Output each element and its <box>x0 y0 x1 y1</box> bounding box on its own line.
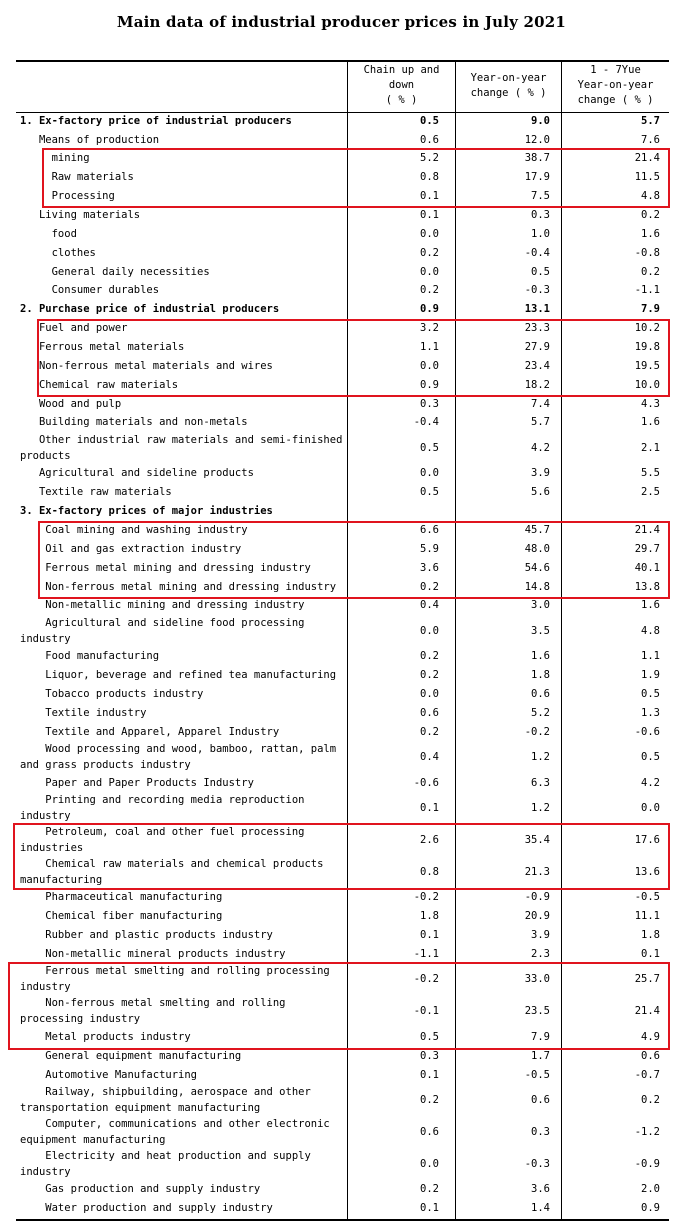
cell-ytd-yoy-change: 2.0 <box>641 1183 660 1195</box>
table-row <box>20 946 669 962</box>
row-label-line: products <box>20 450 71 462</box>
cell-chain-change: 0.4 <box>420 599 439 611</box>
cell-yoy-change: 1.8 <box>531 669 550 681</box>
cell-ytd-yoy-change: 0.0 <box>641 802 660 814</box>
cell-ytd-yoy-change: 13.8 <box>634 581 660 593</box>
table-row <box>20 396 669 412</box>
cell-yoy-change: 23.3 <box>524 322 550 334</box>
row-label-line: 3. Ex-factory prices of major industries <box>20 505 273 517</box>
cell-chain-change: 6.6 <box>420 524 439 536</box>
row-label-line: Printing and recording media reproduction <box>20 794 305 806</box>
cell-chain-change: 0.2 <box>420 284 439 296</box>
cell-ytd-yoy-change: 7.6 <box>641 134 660 146</box>
row-label-line: Living materials <box>20 209 141 221</box>
cell-yoy-change: 0.6 <box>531 688 550 700</box>
cell-yoy-change: 9.0 <box>531 115 550 127</box>
table-row <box>20 282 669 298</box>
cell-chain-change: 0.1 <box>420 929 439 941</box>
cell-chain-change: 0.5 <box>420 486 439 498</box>
table-row <box>20 927 669 943</box>
row-label-line: Metal products industry <box>20 1031 191 1043</box>
cell-chain-change: 0.2 <box>420 247 439 259</box>
table-row <box>20 648 669 664</box>
cell-chain-change: 0.3 <box>420 398 439 410</box>
cell-ytd-yoy-change: 1.8 <box>641 929 660 941</box>
cell-chain-change: 0.0 <box>420 266 439 278</box>
cell-ytd-yoy-change: 21.4 <box>634 1005 660 1017</box>
highlight-box <box>8 962 670 1050</box>
row-label-line: clothes <box>20 247 96 259</box>
cell-chain-change: 0.2 <box>420 669 439 681</box>
cell-ytd-yoy-change: 0.1 <box>641 948 660 960</box>
cell-ytd-yoy-change: 21.4 <box>634 524 660 536</box>
cell-yoy-change: 38.7 <box>524 152 550 164</box>
row-label-line: 2. Purchase price of industrial producers <box>20 303 280 315</box>
header-line: change ( % ) <box>577 94 654 106</box>
cell-yoy-change: 5.2 <box>531 707 550 719</box>
table-row <box>20 597 669 613</box>
cell-yoy-change: 1.2 <box>531 751 550 763</box>
cell-ytd-yoy-change: 0.2 <box>641 266 660 278</box>
header-line: Year-on-year <box>577 79 654 91</box>
row-label-line: Other industrial raw materials and semi-finished <box>20 434 343 446</box>
cell-chain-change: -0.4 <box>413 416 439 428</box>
row-label-line: Non-ferrous metal materials and wires <box>20 360 273 372</box>
table-row <box>20 705 669 721</box>
cell-yoy-change: 5.6 <box>531 486 550 498</box>
cell-chain-change: 0.2 <box>420 1094 439 1106</box>
cell-chain-change: 3.6 <box>420 562 439 574</box>
row-label-line: Non-ferrous metal smelting and rolling <box>20 997 286 1009</box>
cell-yoy-change: -0.2 <box>524 726 550 738</box>
cell-chain-change: 0.9 <box>420 379 439 391</box>
table-row <box>20 1084 669 1116</box>
cell-yoy-change: 3.6 <box>531 1183 550 1195</box>
cell-ytd-yoy-change: 5.7 <box>641 115 660 127</box>
row-label-line: Paper and Paper Products Industry <box>20 777 254 789</box>
table-row <box>20 1200 669 1216</box>
cell-ytd-yoy-change: 17.6 <box>634 834 660 846</box>
cell-chain-change: -0.2 <box>413 973 439 985</box>
cell-yoy-change: 3.9 <box>531 467 550 479</box>
cell-chain-change: -0.1 <box>413 1005 439 1017</box>
cell-ytd-yoy-change: 11.1 <box>634 910 660 922</box>
row-label-line: industry <box>20 633 71 645</box>
row-label-line: Chemical raw materials and chemical products <box>20 858 324 870</box>
row-label-line: Textile and Apparel, Apparel Industry <box>20 726 280 738</box>
cell-ytd-yoy-change: 4.2 <box>641 777 660 789</box>
cell-ytd-yoy-change: -0.7 <box>634 1069 660 1081</box>
cell-chain-change: 0.5 <box>420 115 439 127</box>
cell-yoy-change: 7.5 <box>531 190 550 202</box>
highlight-box <box>38 521 670 599</box>
header-ytd-yoy-change <box>562 63 669 108</box>
cell-chain-change: -0.2 <box>413 891 439 903</box>
cell-yoy-change: 17.9 <box>524 171 550 183</box>
cell-chain-change: 0.1 <box>420 802 439 814</box>
cell-yoy-change: 0.3 <box>531 209 550 221</box>
header-chain-change <box>348 63 455 108</box>
cell-ytd-yoy-change: 1.6 <box>641 228 660 240</box>
table-row <box>20 503 669 519</box>
highlight-box <box>13 823 670 890</box>
row-label-line: industries <box>20 842 84 854</box>
header-line: Year-on-year <box>470 72 547 84</box>
row-label-line: Building materials and non-metals <box>20 416 248 428</box>
row-label-line: equipment manufacturing <box>20 1134 166 1146</box>
cell-yoy-change: 21.3 <box>524 866 550 878</box>
row-label-line: Agricultural and sideline food processing <box>20 617 305 629</box>
cell-ytd-yoy-change: 4.8 <box>641 190 660 202</box>
row-label-line: Tobacco products industry <box>20 688 204 700</box>
table-row <box>20 226 669 242</box>
row-label-line: Fuel and power <box>20 322 128 334</box>
cell-chain-change: 0.5 <box>420 442 439 454</box>
table-row <box>20 1067 669 1083</box>
cell-chain-change: 0.5 <box>420 1031 439 1043</box>
header-line: Chain up and <box>363 64 440 76</box>
cell-yoy-change: 3.5 <box>531 625 550 637</box>
table-bottom-rule <box>16 1219 669 1221</box>
row-label-line: Petroleum, coal and other fuel processing <box>20 826 305 838</box>
cell-chain-change: 0.8 <box>420 171 439 183</box>
cell-yoy-change: 4.2 <box>531 442 550 454</box>
row-label-line: General daily necessities <box>20 266 210 278</box>
cell-yoy-change: 3.0 <box>531 599 550 611</box>
row-label-line: Chemical raw materials <box>20 379 179 391</box>
cell-chain-change: 0.2 <box>420 581 439 593</box>
row-label-line: industry <box>20 981 71 993</box>
cell-yoy-change: -0.5 <box>524 1069 550 1081</box>
table-row <box>20 615 669 647</box>
table-row <box>20 1116 669 1148</box>
cell-yoy-change: 27.9 <box>524 341 550 353</box>
row-label-line: Textile raw materials <box>20 486 172 498</box>
cell-chain-change: 1.8 <box>420 910 439 922</box>
cell-chain-change: 5.9 <box>420 543 439 555</box>
table-row <box>20 889 669 905</box>
cell-chain-change: 3.2 <box>420 322 439 334</box>
row-label-line: Gas production and supply industry <box>20 1183 261 1195</box>
cell-yoy-change: 13.1 <box>524 303 550 315</box>
cell-yoy-change: 33.0 <box>524 973 550 985</box>
cell-yoy-change: 1.0 <box>531 228 550 240</box>
highlight-box <box>37 319 670 397</box>
cell-ytd-yoy-change: 1.1 <box>641 650 660 662</box>
row-label-line: Rubber and plastic products industry <box>20 929 273 941</box>
cell-ytd-yoy-change: 10.2 <box>634 322 660 334</box>
cell-yoy-change: 0.3 <box>531 1126 550 1138</box>
row-label-line: Liquor, beverage and refined tea manufacturing <box>20 669 337 681</box>
cell-ytd-yoy-change: 13.6 <box>634 866 660 878</box>
cell-ytd-yoy-change: 4.8 <box>641 625 660 637</box>
cell-yoy-change: -0.4 <box>524 247 550 259</box>
row-label-line: Raw materials <box>20 171 134 183</box>
cell-yoy-change: 0.6 <box>531 1094 550 1106</box>
cell-ytd-yoy-change: 1.6 <box>641 416 660 428</box>
row-label-line: Pharmaceutical manufacturing <box>20 891 223 903</box>
cell-chain-change: 0.0 <box>420 1158 439 1170</box>
table-row <box>20 686 669 702</box>
cell-ytd-yoy-change: 7.9 <box>641 303 660 315</box>
row-label-line: Textile industry <box>20 707 147 719</box>
row-label-line: Wood processing and wood, bamboo, rattan, palm <box>20 743 337 755</box>
cell-chain-change: 0.1 <box>420 1202 439 1214</box>
cell-chain-change: 0.6 <box>420 1126 439 1138</box>
cell-ytd-yoy-change: 2.5 <box>641 486 660 498</box>
row-label-line: and grass products industry <box>20 759 191 771</box>
cell-ytd-yoy-change: 0.6 <box>641 1050 660 1062</box>
cell-chain-change: 0.6 <box>420 134 439 146</box>
row-label-line: transportation equipment manufacturing <box>20 1102 261 1114</box>
cell-chain-change: 0.1 <box>420 190 439 202</box>
row-label-line: mining <box>20 152 90 164</box>
row-label-line: General equipment manufacturing <box>20 1050 242 1062</box>
table-row <box>20 432 669 464</box>
cell-yoy-change: 54.6 <box>524 562 550 574</box>
cell-yoy-change: 35.4 <box>524 834 550 846</box>
row-label-line: Water production and supply industry <box>20 1202 273 1214</box>
cell-chain-change: 0.1 <box>420 1069 439 1081</box>
table-row <box>20 414 669 430</box>
cell-ytd-yoy-change: -1.2 <box>634 1126 660 1138</box>
cell-ytd-yoy-change: -0.5 <box>634 891 660 903</box>
cell-chain-change: 0.4 <box>420 751 439 763</box>
cell-ytd-yoy-change: 25.7 <box>634 973 660 985</box>
cell-yoy-change: 23.4 <box>524 360 550 372</box>
table-row <box>20 245 669 261</box>
row-label-line: Ferrous metal mining and dressing industry <box>20 562 311 574</box>
table-row <box>20 741 669 773</box>
row-label-line: Non-metallic mining and dressing industry <box>20 599 305 611</box>
cell-chain-change: 0.8 <box>420 866 439 878</box>
cell-ytd-yoy-change: 4.3 <box>641 398 660 410</box>
cell-chain-change: 0.2 <box>420 650 439 662</box>
header-yoy-change <box>456 71 561 101</box>
cell-ytd-yoy-change: 1.6 <box>641 599 660 611</box>
header-line: change ( % ) <box>470 87 547 99</box>
cell-yoy-change: 14.8 <box>524 581 550 593</box>
cell-chain-change: 0.0 <box>420 228 439 240</box>
row-label-line: Coal mining and washing industry <box>20 524 248 536</box>
cell-yoy-change: 0.5 <box>531 266 550 278</box>
cell-chain-change: 0.2 <box>420 1183 439 1195</box>
cell-ytd-yoy-change: 4.9 <box>641 1031 660 1043</box>
row-label-line: industry <box>20 1166 71 1178</box>
table-top-rule <box>16 60 669 62</box>
cell-yoy-change: -0.3 <box>524 1158 550 1170</box>
row-label-line: Chemical fiber manufacturing <box>20 910 223 922</box>
cell-ytd-yoy-change: -0.9 <box>634 1158 660 1170</box>
row-label-line: Ferrous metal materials <box>20 341 185 353</box>
cell-chain-change: -1.1 <box>413 948 439 960</box>
cell-ytd-yoy-change: 21.4 <box>634 152 660 164</box>
cell-ytd-yoy-change: 0.5 <box>641 688 660 700</box>
cell-ytd-yoy-change: 40.1 <box>634 562 660 574</box>
cell-ytd-yoy-change: -0.8 <box>634 247 660 259</box>
row-label-line: Oil and gas extraction industry <box>20 543 242 555</box>
row-label <box>20 503 345 519</box>
cell-chain-change: -0.6 <box>413 777 439 789</box>
cell-ytd-yoy-change: 10.0 <box>634 379 660 391</box>
table-row <box>20 264 669 280</box>
row-label-line: Electricity and heat production and supply <box>20 1150 311 1162</box>
cell-yoy-change: 45.7 <box>524 524 550 536</box>
cell-chain-change: 5.2 <box>420 152 439 164</box>
row-label-line: Railway, shipbuilding, aerospace and other <box>20 1086 311 1098</box>
table-row <box>20 724 669 740</box>
cell-ytd-yoy-change: 29.7 <box>634 543 660 555</box>
table-row <box>20 792 669 824</box>
cell-ytd-yoy-change: 11.5 <box>634 171 660 183</box>
cell-ytd-yoy-change: 1.9 <box>641 669 660 681</box>
cell-ytd-yoy-change: 2.1 <box>641 442 660 454</box>
row-label-line: manufacturing <box>20 874 103 886</box>
cell-chain-change: 0.0 <box>420 688 439 700</box>
cell-ytd-yoy-change: 0.5 <box>641 751 660 763</box>
row-label-line: Food manufacturing <box>20 650 160 662</box>
header-line: 1 - 7Yue <box>590 64 641 76</box>
cell-yoy-change: -0.3 <box>524 284 550 296</box>
header-line: ( % ) <box>385 94 418 106</box>
row-label-line: Consumer durables <box>20 284 160 296</box>
cell-yoy-change: -0.9 <box>524 891 550 903</box>
table-row <box>20 465 669 481</box>
table-row <box>20 775 669 791</box>
table-row <box>20 207 669 223</box>
cell-yoy-change: 2.3 <box>531 948 550 960</box>
cell-yoy-change: 48.0 <box>524 543 550 555</box>
row-label-line: Non-ferrous metal mining and dressing industry <box>20 581 337 593</box>
cell-ytd-yoy-change: 0.9 <box>641 1202 660 1214</box>
table-row <box>20 301 669 317</box>
table-row <box>20 1048 669 1064</box>
row-label-line: industry <box>20 810 71 822</box>
cell-ytd-yoy-change: 19.8 <box>634 341 660 353</box>
table-row <box>20 908 669 924</box>
row-label-line: processing industry <box>20 1013 141 1025</box>
cell-yoy-change: 7.4 <box>531 398 550 410</box>
cell-yoy-change: 3.9 <box>531 929 550 941</box>
row-label-line: Automotive Manufacturing <box>20 1069 198 1081</box>
cell-chain-change: 0.3 <box>420 1050 439 1062</box>
row-label-line: Non-metallic mineral products industry <box>20 948 286 960</box>
table-row <box>20 113 669 129</box>
page-title: Main data of industrial producer prices in July 2021 <box>116 13 567 31</box>
cell-chain-change: 0.0 <box>420 360 439 372</box>
cell-chain-change: 0.0 <box>420 467 439 479</box>
table-row <box>20 1181 669 1197</box>
cell-chain-change: 0.1 <box>420 209 439 221</box>
cell-chain-change: 0.2 <box>420 726 439 738</box>
cell-yoy-change: 12.0 <box>524 134 550 146</box>
cell-ytd-yoy-change: 0.2 <box>641 209 660 221</box>
row-label-line: food <box>20 228 77 240</box>
cell-yoy-change: 23.5 <box>524 1005 550 1017</box>
cell-yoy-change: 7.9 <box>531 1031 550 1043</box>
cell-yoy-change: 6.3 <box>531 777 550 789</box>
cell-ytd-yoy-change: 19.5 <box>634 360 660 372</box>
table-row <box>20 1148 669 1180</box>
cell-ytd-yoy-change: 1.3 <box>641 707 660 719</box>
table-row <box>20 667 669 683</box>
row-label-line: Computer, communications and other electronic <box>20 1118 330 1130</box>
header-line: down <box>388 79 415 91</box>
row-label-line: Ferrous metal smelting and rolling processing <box>20 965 330 977</box>
cell-yoy-change: 20.9 <box>524 910 550 922</box>
row-label-line: Processing <box>20 190 115 202</box>
cell-yoy-change: 1.6 <box>531 650 550 662</box>
cell-chain-change: 0.9 <box>420 303 439 315</box>
highlight-box <box>42 148 670 208</box>
cell-ytd-yoy-change: 5.5 <box>641 467 660 479</box>
cell-chain-change: 2.6 <box>420 834 439 846</box>
row-label-line: 1. Ex-factory price of industrial producers <box>20 115 292 127</box>
cell-yoy-change: 1.4 <box>531 1202 550 1214</box>
cell-ytd-yoy-change: -0.6 <box>634 726 660 738</box>
cell-chain-change: 0.6 <box>420 707 439 719</box>
cell-yoy-change: 1.2 <box>531 802 550 814</box>
cell-yoy-change: 5.7 <box>531 416 550 428</box>
cell-chain-change: 1.1 <box>420 341 439 353</box>
cell-chain-change: 0.0 <box>420 625 439 637</box>
row-label-line: Wood and pulp <box>20 398 122 410</box>
table-row <box>20 484 669 500</box>
table-row <box>20 132 669 148</box>
row-label-line: Agricultural and sideline products <box>20 467 254 479</box>
cell-ytd-yoy-change: -1.1 <box>634 284 660 296</box>
cell-yoy-change: 1.7 <box>531 1050 550 1062</box>
cell-ytd-yoy-change: 0.2 <box>641 1094 660 1106</box>
cell-yoy-change: 18.2 <box>524 379 550 391</box>
row-label-line: Means of production <box>20 134 160 146</box>
